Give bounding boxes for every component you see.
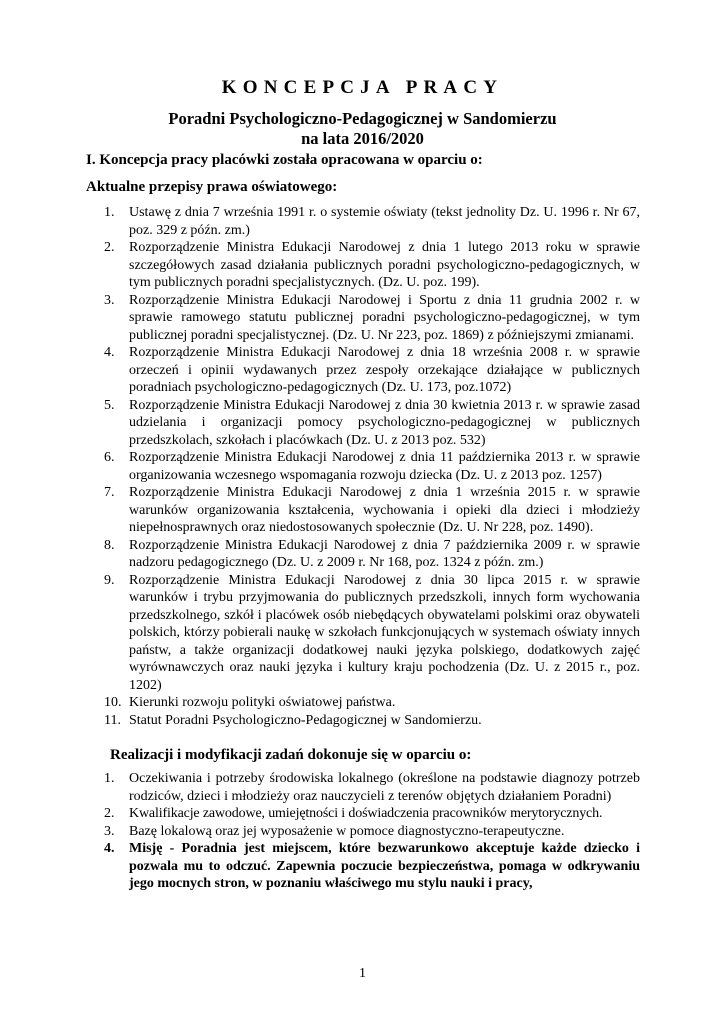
list-item <box>104 712 640 730</box>
list-item-number: 6. <box>104 450 115 465</box>
list-item-text: Ustawę z dnia 7 września 1991 r. o systemie oświaty (tekst jednolity Dz. U. 1996 r. Nr 67, poz. 329 z późn. zm.) <box>129 205 640 238</box>
list-item-text: Rozporządzenie Ministra Edukacji Narodowej z dnia 18 września 2008 r. w sprawie orzeczeń i opinii wydawanych przez zespoły orzekające działające w publicznych poradniach psychologiczno-pedagogicznych (Dz. U. 173, poz.1072) <box>129 345 640 395</box>
laws-heading: Aktualne przepisy prawa oświatowego: <box>86 179 338 195</box>
list-item-number: 2. <box>104 806 115 821</box>
list-item-text: Rozporządzenie Ministra Edukacji Narodowej z dnia 30 kwietnia 2013 r. w sprawie zasad udzielania i organizacji pomocy psychologiczno-pedagogicznej w publicznych przedszkolach, szkołach i placówkach (Dz. U. z 2013 poz. 532) <box>129 397 640 448</box>
list-item <box>104 770 640 805</box>
list-item-text: Rozporządzenie Ministra Edukacji Narodowej i Sportu z dnia 11 grudnia 2002 r. w sprawie ramowego statutu publicznej poradni psychologiczno-pedagogicznej, w tym publicznej poradni specjalistycznej. (Dz. U. Nr 223, poz. 1869) z późniejszymi zmianami. <box>129 292 640 343</box>
list-item-text: Kwalifikacje zawodowe, umiejętności i doświadczenia pracowników merytorycznych. <box>129 806 603 821</box>
list-item <box>104 572 640 695</box>
list-item <box>104 805 640 823</box>
list-item-text: Rozporządzenie Ministra Edukacji Narodowej z dnia 30 lipca 2015 r. w sprawie warunków i trybu przyjmowania do publicznych przedszkoli, innych form wychowania przedszkolnego, szkół i placówek osób niebędących obywatelami polskimi oraz obywateli polskich, którzy pobierali naukę w szkołach funkcjonujących w systemach oświaty innych państw, a także organizacji dodatkowej nauki języka polskiego, dodatkowych zajęć wyrównawczych oraz nauki języka i kultury kraju pochodzenia (Dz. U. z 2015 r., poz. 1202) <box>129 572 640 693</box>
page-number: 1 <box>359 966 366 981</box>
list-item-number: 1. <box>104 771 115 786</box>
list-item <box>104 449 640 484</box>
list-item-number: 2. <box>104 240 115 255</box>
list-item <box>104 484 640 537</box>
list-item <box>104 840 640 893</box>
list-item <box>104 823 640 841</box>
list-item <box>104 344 640 397</box>
list-item <box>104 537 640 572</box>
list-item-number: 4. <box>104 345 115 360</box>
list-item-text: Rozporządzenie Ministra Edukacji Narodowej z dnia 11 października 2013 r. w sprawie organizowania wczesnego wspomagania rozwoju dziecka (Dz. U. z 2013 poz. 1257) <box>129 450 640 483</box>
list-item-number: 9. <box>104 572 115 588</box>
list-item-number: 1. <box>104 205 115 220</box>
list-item-text: Kierunki rozwoju polityki oświatowej państwa. <box>129 695 396 710</box>
list-item-number: 4. <box>104 841 115 856</box>
list-item <box>104 694 640 712</box>
document-subtitle <box>0 109 725 149</box>
list-item-text: Rozporządzenie Ministra Edukacji Narodowej z dnia 1 września 2015 r. w sprawie warunków organizowania kształcenia, wychowania i opieki dla dzieci i młodzieży niepełnosprawnych oraz niedostosowanych społecznie (Dz. U. Nr 228, poz. 1490). <box>129 485 640 535</box>
document-title: KONCEPCJA PRACY <box>221 77 504 98</box>
list-item-number: 7. <box>104 485 115 500</box>
list-item-number: 10. <box>104 695 122 710</box>
list-item-number: 8. <box>104 537 115 553</box>
tasks-list <box>104 770 640 893</box>
list-item-text: Rozporządzenie Ministra Edukacji Narodowej z dnia 1 lutego 2013 roku w sprawie szczegółowych zasad działania publicznych poradni psychologiczno-pedagogicznych, w tym publicznych poradni specjalistycznych. (Dz. U. poz. 199). <box>129 240 640 290</box>
list-item-text: Rozporządzenie Ministra Edukacji Narodowej z dnia 7 października 2009 r. w sprawie nadzoru pedagogicznego (Dz. U. z 2009 r. Nr 168, poz. 1324 z późn. zm.) <box>129 537 640 570</box>
list-item-number: 11. <box>104 712 121 728</box>
list-item <box>104 239 640 292</box>
list-item-text: Oczekiwania i potrzeby środowiska lokalnego (określone na podstawie diagnozy potrzeb rodziców, dzieci i młodzieży oraz nauczycieli z terenów objętych działaniem Poradni) <box>129 771 640 804</box>
list-item <box>104 397 640 450</box>
list-item-text: Statut Poradni Psychologiczno-Pedagogicznej w Sandomierzu. <box>129 712 482 728</box>
list-item-text: Bazę lokalową oraz jej wyposażenie w pomoce diagnostyczno-terapeutyczne. <box>129 823 565 839</box>
list-item <box>104 204 640 239</box>
list-item-text: Misję - Poradnia jest miejscem, które bezwarunkowo akceptuje każde dziecko i pozwala mu to odczuć. Zapewnia poczucie bezpieczeństwa, pomaga w odkrywaniu jego mocnych stron, w poznaniu właściwego mu stylu nauki i pracy, <box>129 841 640 891</box>
laws-list <box>104 204 640 729</box>
subtitle-line-1: Poradni Psychologiczno-Pedagogicznej w Sandomierzu <box>168 109 557 128</box>
section-heading: I. Koncepcja pracy placówki została opracowana w oparciu o: <box>86 152 483 168</box>
subtitle-line-2: na lata 2016/2020 <box>301 129 424 148</box>
list-item-number: 3. <box>104 292 115 308</box>
tasks-heading: Realizacji i modyfikacji zadań dokonuje się w oparciu o: <box>110 747 472 763</box>
list-item-number: 5. <box>104 397 115 413</box>
list-item <box>104 292 640 345</box>
list-item-number: 3. <box>104 823 115 839</box>
